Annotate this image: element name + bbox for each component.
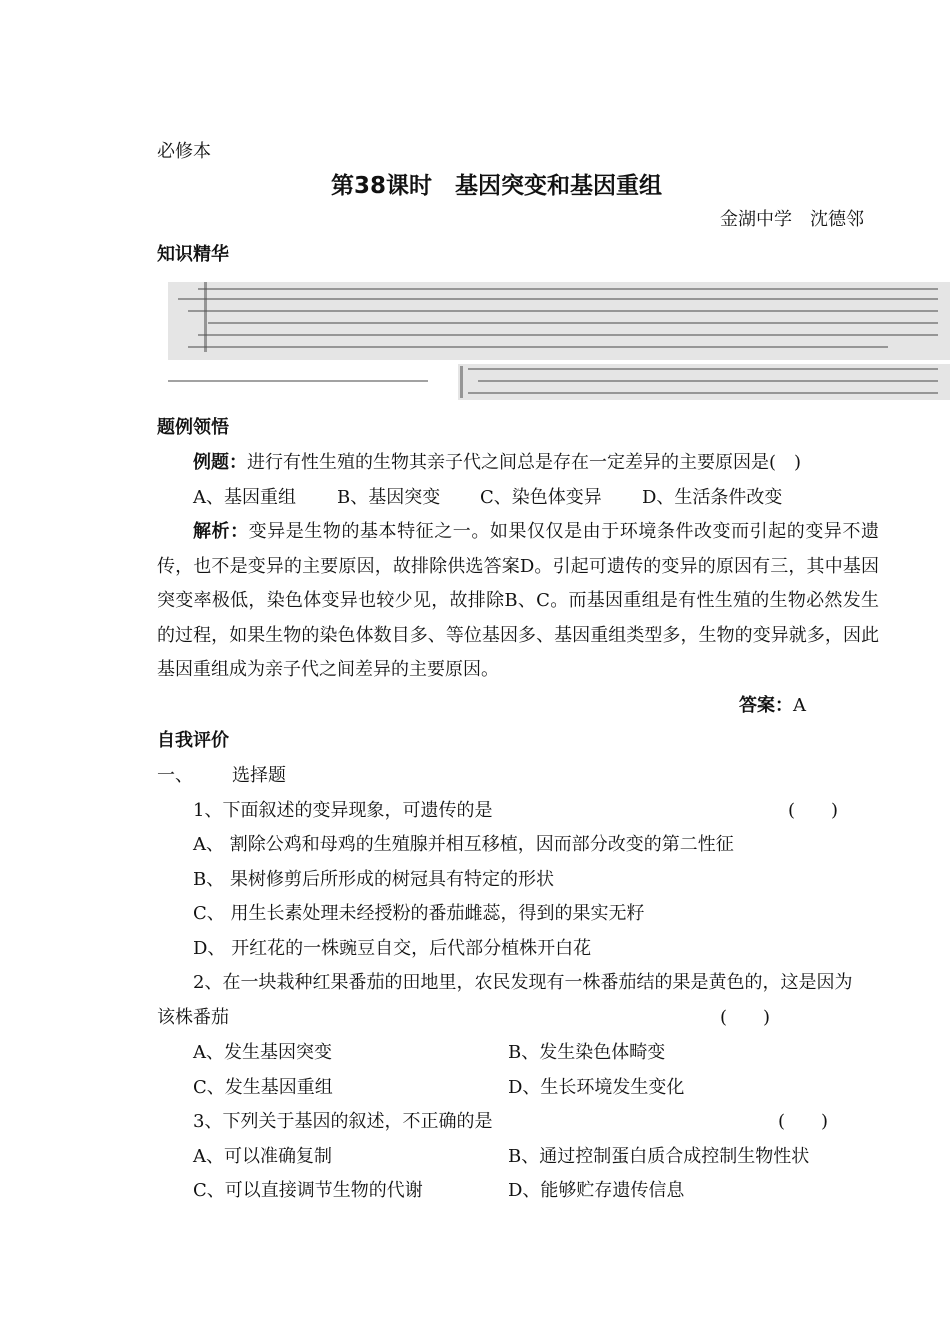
q3-option-d: D、能够贮存遗传信息	[508, 1180, 685, 1201]
question-2-bracket: ( )	[720, 1007, 771, 1028]
q1-option-d: D、 开红花的一株豌豆自交，后代部分植株开白花	[193, 938, 592, 959]
example-question	[193, 451, 801, 475]
example-option-d: D、生活条件改变	[642, 487, 783, 508]
question-2-line1: 2、在一块栽种红果番茄的田地里，农民发现有一株番茄结的果是黄色的，这是因为	[193, 972, 853, 993]
section-heading-self: 自我评价	[157, 730, 229, 751]
q3-option-a: A、可以准确复制	[193, 1146, 332, 1167]
example-option-a: A、基因重组	[193, 487, 296, 508]
example-label: 例题：	[193, 452, 247, 473]
analysis-text: 变异是生物的基本特征之一。如果仅仅是由于环境条件改变而引起的变异不遗传，也不是变异的主要原因，故排除供选答案D。引起可遗传的变异的原因有三，其中基因突变率极低，染色体变异也较少见，故排除B、C。而基因重组是有性生殖的生物必然发生的过程，如果生物的染色体数目多、等位基因多、基因重组类型多，生物的变异就多，因此基因重组成为亲子代之间差异的主要原因。	[157, 521, 880, 680]
q2-option-d: D、生长环境发生变化	[508, 1077, 685, 1098]
question-2-line2: 该株番茄	[157, 1007, 229, 1028]
example-option-c: C、染色体变异	[480, 487, 602, 508]
q2-option-a: A、发生基因突变	[193, 1042, 332, 1063]
q3-option-b: B、通过控制蛋白质合成控制生物性状	[508, 1146, 810, 1167]
part-number: 一、	[157, 765, 193, 786]
q2-option-c: C、发生基因重组	[193, 1077, 333, 1098]
q1-option-b: B、 果树修剪后所形成的树冠具有特定的形状	[193, 869, 554, 890]
answer-label: 答案：	[739, 695, 793, 716]
example-question-text: 进行有性生殖的生物其亲子代之间总是存在一定差异的主要原因是( )	[247, 452, 802, 473]
q1-option-c: C、 用生长素处理未经授粉的番茄雌蕊，得到的果实无籽	[193, 903, 645, 924]
example-option-b: B、基因突变	[337, 487, 441, 508]
question-1: 1、下面叙述的变异现象，可遗传的是	[193, 800, 493, 821]
answer-value: A	[793, 695, 806, 716]
illegible-knowledge-image	[168, 280, 950, 400]
answer-line	[739, 694, 806, 718]
analysis-label: 解析：	[193, 521, 249, 542]
section-heading-example: 题例领悟	[157, 417, 229, 438]
q2-option-b: B、发生染色体畸变	[508, 1042, 666, 1063]
question-1-bracket: ( )	[788, 800, 839, 821]
page-title: 第38课时 基因突变和基因重组	[331, 173, 663, 199]
analysis-paragraph	[157, 515, 879, 688]
author-line: 金湖中学 沈德邻	[720, 209, 864, 230]
question-3: 3、下列关于基因的叙述，不正确的是	[193, 1111, 493, 1132]
q3-option-c: C、可以直接调节生物的代谢	[193, 1180, 423, 1201]
header-label: 必修本	[157, 141, 211, 162]
part-title: 选择题	[232, 765, 286, 786]
question-3-bracket: ( )	[778, 1111, 829, 1132]
q1-option-a: A、 割除公鸡和母鸡的生殖腺并相互移植，因而部分改变的第二性征	[193, 834, 734, 855]
section-heading-knowledge: 知识精华	[157, 244, 229, 265]
